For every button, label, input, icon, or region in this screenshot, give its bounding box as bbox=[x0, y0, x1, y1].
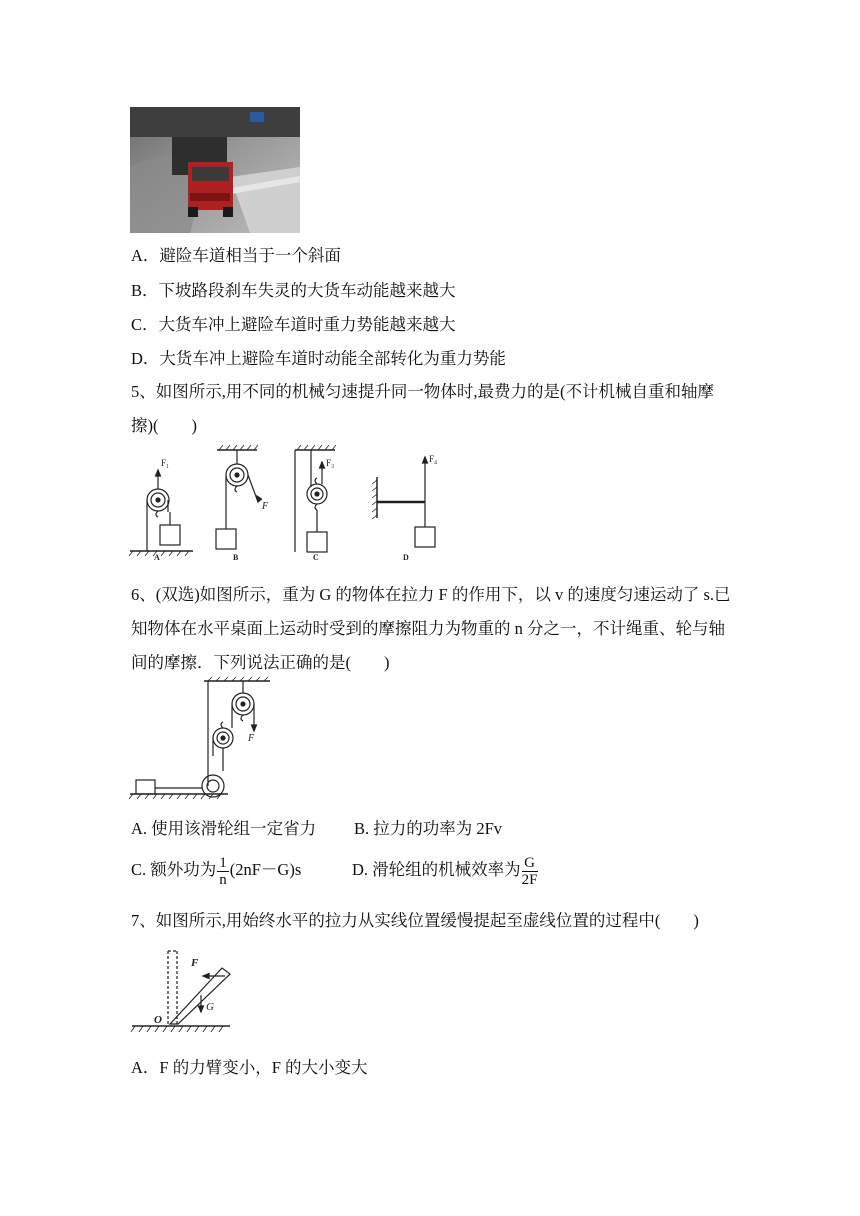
option-c-suffix: (2nF－G)s bbox=[229, 860, 302, 879]
q4-option-b bbox=[131, 280, 456, 302]
q4-option-a bbox=[131, 245, 341, 267]
fraction-numerator: G bbox=[522, 855, 538, 872]
q4-option-d bbox=[131, 348, 506, 370]
option-letter: C． bbox=[131, 315, 159, 334]
f-label: F bbox=[191, 957, 199, 969]
label-d: D bbox=[403, 553, 409, 560]
f-label: F bbox=[248, 733, 255, 744]
q7-lever-figure bbox=[130, 946, 235, 1041]
label-b: B bbox=[233, 553, 239, 560]
option-letter: B． bbox=[131, 281, 159, 300]
q6-option-c bbox=[131, 852, 301, 888]
q7-option-a: A．F 的力臂变小，F 的大小变大 bbox=[131, 1058, 368, 1077]
f3-label: F₃ bbox=[326, 458, 335, 468]
option-text: 下坡路段刹车失灵的大货车动能越来越大 bbox=[158, 281, 456, 300]
o-label: O bbox=[154, 1014, 162, 1026]
f1-label: F₁ bbox=[161, 458, 170, 468]
fraction-1-over-n bbox=[217, 855, 229, 888]
q6-option-a: A. 使用该滑轮组一定省力 bbox=[131, 819, 317, 838]
option-c-prefix: C. 额外功为 bbox=[131, 860, 217, 879]
f4-label: F₄ bbox=[429, 454, 438, 464]
q5-stem: 5、如图所示,用不同的机械匀速提升同一物体时,最费力的是(不计机械自重和轴摩擦)( ) bbox=[131, 382, 714, 435]
option-text: 大货车冲上避险车道时重力势能越来越大 bbox=[158, 315, 456, 334]
option-text: 大货车冲上避险车道时动能全部转化为重力势能 bbox=[159, 349, 506, 368]
fraction-denominator: 2F bbox=[521, 871, 538, 888]
q5-pulley-figure bbox=[125, 442, 455, 560]
option-d-prefix: D. 滑轮组的机械效率为 bbox=[352, 860, 521, 879]
truck-photo bbox=[130, 107, 300, 233]
label-c: C bbox=[313, 553, 319, 560]
q6-option-d bbox=[352, 852, 539, 888]
option-text: 避险车道相当于一个斜面 bbox=[159, 246, 341, 265]
g-label: G bbox=[206, 1001, 214, 1013]
q6-option-b: B. 拉力的功率为 2Fv bbox=[354, 819, 503, 838]
q6-pulley-figure bbox=[128, 676, 278, 806]
option-letter: D． bbox=[131, 349, 160, 368]
q4-option-c bbox=[131, 314, 456, 336]
option-letter: A． bbox=[131, 246, 160, 265]
q6-stem: 6、(双选)如图所示，重为 G 的物体在拉力 F 的作用下，以 v 的速度匀速运动了 s.已知物体在水平桌面上运动时受到的摩擦阻力为物重的 n 分之一，不计绳重、轮与轴间的摩擦．下列说法正确的是( ) bbox=[131, 585, 731, 672]
fraction-g-over-2f bbox=[522, 855, 538, 888]
fraction-numerator: 1 bbox=[219, 854, 227, 871]
q7-stem: 7、如图所示,用始终水平的拉力从实线位置缓慢提起至虚线位置的过程中( ) bbox=[131, 911, 699, 930]
label-a: A bbox=[154, 553, 160, 560]
f-label: F bbox=[262, 501, 269, 512]
fraction-denominator: n bbox=[219, 871, 227, 888]
